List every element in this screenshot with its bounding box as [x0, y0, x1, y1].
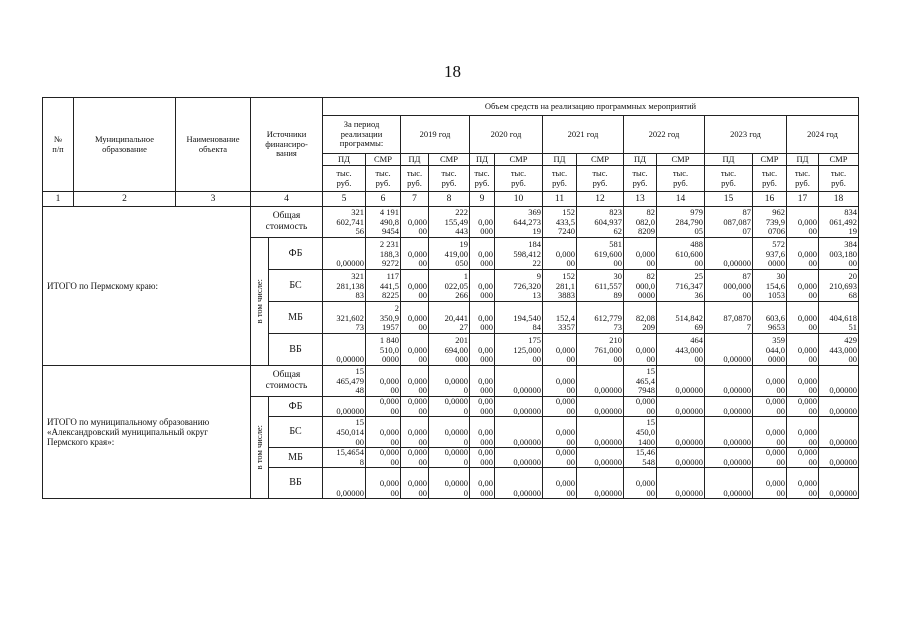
value-cell: 0,00000 — [819, 448, 859, 468]
value-cell: 0,00 000 — [470, 270, 495, 302]
value-cell: 0,000 00 — [787, 270, 819, 302]
header-units: тыс. руб. — [495, 166, 543, 192]
column-number: 13 — [624, 192, 657, 207]
value-cell: 0,00 000 — [470, 448, 495, 468]
value-cell: 30 154,6 1053 — [753, 270, 787, 302]
value-cell: 15 465,479 48 — [323, 366, 366, 397]
value-cell: 0,00000 — [705, 448, 753, 468]
value-cell: 20,441 27 — [429, 302, 470, 334]
header-pd: ПД — [787, 154, 819, 166]
value-cell: 0,000 00 — [366, 448, 401, 468]
value-cell: 0,00000 — [819, 468, 859, 499]
value-cell: 0,00000 — [657, 448, 705, 468]
header-smr: СМР — [366, 154, 401, 166]
header-units: тыс. руб. — [577, 166, 624, 192]
value-cell: 0,00 000 — [470, 397, 495, 417]
value-cell: 0,00000 — [577, 468, 624, 499]
value-cell: 0,00000 — [657, 468, 705, 499]
value-cell: 0,000 00 — [787, 238, 819, 270]
value-cell: 0,000 00 — [624, 334, 657, 366]
header-pd: ПД — [470, 154, 495, 166]
value-cell: 0,00000 — [495, 417, 543, 448]
value-cell: 152,4 3357 — [543, 302, 577, 334]
column-number: 17 — [787, 192, 819, 207]
header-year: 2021 год — [543, 116, 624, 154]
column-number: 12 — [577, 192, 624, 207]
value-cell: 0,00000 — [323, 397, 366, 417]
value-cell: 82 082,0 8209 — [624, 207, 657, 238]
table-row — [43, 192, 859, 207]
value-cell: 1 022,05 266 — [429, 270, 470, 302]
value-cell: 2 350,9 1957 — [366, 302, 401, 334]
value-cell: 429 443,000 00 — [819, 334, 859, 366]
value-cell: 0,00 000 — [470, 207, 495, 238]
value-cell: 194,540 84 — [495, 302, 543, 334]
value-cell: 0,000 00 — [401, 417, 429, 448]
header-units: тыс. руб. — [543, 166, 577, 192]
value-cell: 0,000 00 — [401, 302, 429, 334]
header-object: Наименование объекта — [176, 98, 251, 192]
source-name: МБ — [269, 448, 323, 468]
header-year: 2020 год — [470, 116, 543, 154]
value-cell: 222 155,49 443 — [429, 207, 470, 238]
column-number: 1 — [43, 192, 74, 207]
value-cell: 384 003,180 00 — [819, 238, 859, 270]
value-cell: 0,000 00 — [543, 366, 577, 397]
header-sources: Источники финансиро- вания — [251, 98, 323, 192]
value-cell: 0,00000 — [657, 366, 705, 397]
column-number: 10 — [495, 192, 543, 207]
value-cell: 0,00 000 — [470, 238, 495, 270]
value-cell: 979 284,790 05 — [657, 207, 705, 238]
value-cell: 0,00 000 — [470, 334, 495, 366]
value-cell: 0,000 00 — [787, 417, 819, 448]
header-year: 2024 год — [787, 116, 859, 154]
header-year: 2023 год — [705, 116, 787, 154]
value-cell: 0,000 00 — [753, 397, 787, 417]
value-cell: 0,000 00 — [787, 302, 819, 334]
value-cell: 0,0000 0 — [429, 366, 470, 397]
value-cell: 0,00000 — [323, 468, 366, 499]
header-smr: СМР — [429, 154, 470, 166]
header-year: 2022 год — [624, 116, 705, 154]
value-cell: 823 604,937 62 — [577, 207, 624, 238]
value-cell: 581 619,600 00 — [577, 238, 624, 270]
value-cell: 0,00000 — [577, 448, 624, 468]
value-cell: 0,0000 0 — [429, 448, 470, 468]
value-cell: 464 443,000 00 — [657, 334, 705, 366]
value-cell: 87,0870 7 — [705, 302, 753, 334]
group-label: ИТОГО по Пермскому краю: — [43, 207, 251, 366]
column-number: 14 — [657, 192, 705, 207]
value-cell: 321 281,138 83 — [323, 270, 366, 302]
column-number: 3 — [176, 192, 251, 207]
in-total-label — [251, 397, 269, 499]
column-number: 11 — [543, 192, 577, 207]
value-cell: 0,00000 — [657, 417, 705, 448]
program-funding-table — [42, 97, 859, 499]
value-cell: 0,00000 — [577, 417, 624, 448]
value-cell: 0,000 00 — [624, 238, 657, 270]
value-cell: 0,00000 — [657, 397, 705, 417]
column-number: 7 — [401, 192, 429, 207]
value-cell: 201 694,00 000 — [429, 334, 470, 366]
source-name: ВБ — [269, 468, 323, 499]
column-number: 5 — [323, 192, 366, 207]
value-cell: 0,00000 — [577, 366, 624, 397]
source-name: БС — [269, 270, 323, 302]
value-cell: 4 191 490,8 9454 — [366, 207, 401, 238]
header-units: тыс. руб. — [819, 166, 859, 192]
table-row — [43, 98, 859, 116]
header-volume: Объем средств на реализацию программных мероприятий — [323, 98, 859, 116]
value-cell: 0,00000 — [577, 397, 624, 417]
value-cell: 117 441,5 8225 — [366, 270, 401, 302]
value-cell: 0,0000 0 — [429, 468, 470, 499]
header-units: тыс. руб. — [470, 166, 495, 192]
header-units: тыс. руб. — [323, 166, 366, 192]
value-cell: 9 726,320 13 — [495, 270, 543, 302]
header-units: тыс. руб. — [753, 166, 787, 192]
value-cell: 0,000 00 — [401, 448, 429, 468]
header-pd: ПД — [624, 154, 657, 166]
value-cell: 572 937,6 0000 — [753, 238, 787, 270]
value-cell: 0,000 00 — [543, 334, 577, 366]
value-cell: 0,000 00 — [787, 334, 819, 366]
value-cell: 19 419,00 050 — [429, 238, 470, 270]
value-cell: 321 602,741 56 — [323, 207, 366, 238]
value-cell: 514,842 69 — [657, 302, 705, 334]
value-cell: 0,000 00 — [787, 207, 819, 238]
value-cell: 0,00000 — [705, 238, 753, 270]
value-cell: 359 044,0 0000 — [753, 334, 787, 366]
value-cell: 0,000 00 — [543, 238, 577, 270]
value-cell: 0,000 00 — [787, 366, 819, 397]
value-cell: 0,00000 — [819, 417, 859, 448]
value-cell: 488 610,600 00 — [657, 238, 705, 270]
value-cell: 0,000 00 — [401, 366, 429, 397]
value-cell: 0,000 00 — [787, 468, 819, 499]
header-smr: СМР — [495, 154, 543, 166]
value-cell: 15,46 548 — [624, 448, 657, 468]
value-cell: 0,000 00 — [366, 468, 401, 499]
value-cell: 87 000,000 00 — [705, 270, 753, 302]
value-cell: 0,00000 — [705, 334, 753, 366]
value-cell: 0,000 00 — [543, 448, 577, 468]
table-row — [43, 366, 859, 397]
value-cell: 603,6 9653 — [753, 302, 787, 334]
value-cell: 0,000 00 — [401, 468, 429, 499]
value-cell: 0,0000 0 — [429, 397, 470, 417]
column-number: 9 — [470, 192, 495, 207]
value-cell: 25 716,347 36 — [657, 270, 705, 302]
value-cell: 0,00000 — [495, 448, 543, 468]
header-smr: СМР — [819, 154, 859, 166]
value-cell: 0,000 00 — [366, 397, 401, 417]
header-units: тыс. руб. — [657, 166, 705, 192]
value-cell: 2 231 188,3 9272 — [366, 238, 401, 270]
value-cell: 0,000 00 — [787, 397, 819, 417]
in-total-label — [251, 238, 269, 366]
source-name: ВБ — [269, 334, 323, 366]
value-cell: 0,000 00 — [753, 448, 787, 468]
value-cell: 0,000 00 — [366, 366, 401, 397]
value-cell: 0,00000 — [705, 468, 753, 499]
header-year: 2019 год — [401, 116, 470, 154]
value-cell: 0,00 000 — [470, 302, 495, 334]
value-cell: 82,08 209 — [624, 302, 657, 334]
header-units: тыс. руб. — [401, 166, 429, 192]
table-row — [43, 207, 859, 238]
value-cell: 0,000 00 — [753, 468, 787, 499]
header-units: тыс. руб. — [429, 166, 470, 192]
value-cell: 0,00000 — [323, 238, 366, 270]
column-number: 8 — [429, 192, 470, 207]
source-name: ФБ — [269, 397, 323, 417]
header-units: тыс. руб. — [624, 166, 657, 192]
header-units: тыс. руб. — [705, 166, 753, 192]
value-cell: 0,000 00 — [401, 270, 429, 302]
header-smr: СМР — [577, 154, 624, 166]
header-municipality: Муниципальное образование — [74, 98, 176, 192]
value-cell: 0,000 00 — [401, 334, 429, 366]
header-num: № п/п — [43, 98, 74, 192]
header-pd: ПД — [323, 154, 366, 166]
value-cell: 152 433,5 7240 — [543, 207, 577, 238]
column-number: 15 — [705, 192, 753, 207]
value-cell: 0,000 00 — [543, 468, 577, 499]
value-cell: 0,00000 — [705, 397, 753, 417]
in-total-text: в том числе: — [253, 279, 264, 324]
value-cell: 0,000 00 — [753, 366, 787, 397]
column-number: 18 — [819, 192, 859, 207]
value-cell: 0,00000 — [819, 397, 859, 417]
column-number: 2 — [74, 192, 176, 207]
value-cell: 612,779 73 — [577, 302, 624, 334]
value-cell: 0,000 00 — [543, 397, 577, 417]
value-cell: 20 210,693 68 — [819, 270, 859, 302]
value-cell: 0,00000 — [705, 366, 753, 397]
value-cell: 0,000 00 — [753, 417, 787, 448]
value-cell: 0,000 00 — [401, 207, 429, 238]
value-cell: 0,000 00 — [366, 417, 401, 448]
total-cost-label: Общая стоимость — [251, 366, 323, 397]
header-units: тыс. руб. — [787, 166, 819, 192]
total-cost-label: Общая стоимость — [251, 207, 323, 238]
group-label: ИТОГО по муниципальному образованию «Александровский муниципальный округ Пермского края»: — [43, 366, 251, 499]
value-cell: 834 061,492 19 — [819, 207, 859, 238]
value-cell: 82 000,0 0000 — [624, 270, 657, 302]
value-cell: 404,618 51 — [819, 302, 859, 334]
header-pd: ПД — [705, 154, 753, 166]
value-cell: 0,000 00 — [624, 468, 657, 499]
value-cell: 0,000 00 — [543, 417, 577, 448]
value-cell: 15 450,0 1400 — [624, 417, 657, 448]
value-cell: 15 465,4 7948 — [624, 366, 657, 397]
source-name: ФБ — [269, 238, 323, 270]
value-cell: 0,00000 — [323, 334, 366, 366]
in-total-text: в том числе: — [253, 425, 264, 470]
value-cell: 15 450,014 00 — [323, 417, 366, 448]
page-number: 18 — [444, 62, 461, 81]
value-cell: 0,000 00 — [624, 397, 657, 417]
value-cell: 962 739,9 0706 — [753, 207, 787, 238]
value-cell: 0,00000 — [495, 366, 543, 397]
value-cell: 321,602 73 — [323, 302, 366, 334]
value-cell: 210 761,000 00 — [577, 334, 624, 366]
column-number: 16 — [753, 192, 787, 207]
value-cell: 152 281,1 3883 — [543, 270, 577, 302]
header-units: тыс. руб. — [366, 166, 401, 192]
value-cell: 15,4654 8 — [323, 448, 366, 468]
value-cell: 0,00 000 — [470, 417, 495, 448]
value-cell: 184 598,412 22 — [495, 238, 543, 270]
value-cell: 87 087,087 07 — [705, 207, 753, 238]
value-cell: 0,00000 — [495, 397, 543, 417]
column-number: 6 — [366, 192, 401, 207]
value-cell: 0,000 00 — [401, 397, 429, 417]
source-name: МБ — [269, 302, 323, 334]
value-cell: 0,000 00 — [401, 238, 429, 270]
value-cell: 30 611,557 89 — [577, 270, 624, 302]
header-smr: СМР — [753, 154, 787, 166]
value-cell: 0,000 00 — [787, 448, 819, 468]
header-pd: ПД — [543, 154, 577, 166]
column-number: 4 — [251, 192, 323, 207]
value-cell: 0,0000 0 — [429, 417, 470, 448]
value-cell: 0,00000 — [705, 417, 753, 448]
value-cell: 175 125,000 00 — [495, 334, 543, 366]
source-name: БС — [269, 417, 323, 448]
value-cell: 0,00000 — [495, 468, 543, 499]
value-cell: 0,00 000 — [470, 468, 495, 499]
value-cell: 0,00 000 — [470, 366, 495, 397]
header-period: За период реализации программы: — [323, 116, 401, 154]
header-pd: ПД — [401, 154, 429, 166]
header-smr: СМР — [657, 154, 705, 166]
value-cell: 0,00000 — [819, 366, 859, 397]
value-cell: 369 644,273 19 — [495, 207, 543, 238]
value-cell: 1 840 510,0 0000 — [366, 334, 401, 366]
